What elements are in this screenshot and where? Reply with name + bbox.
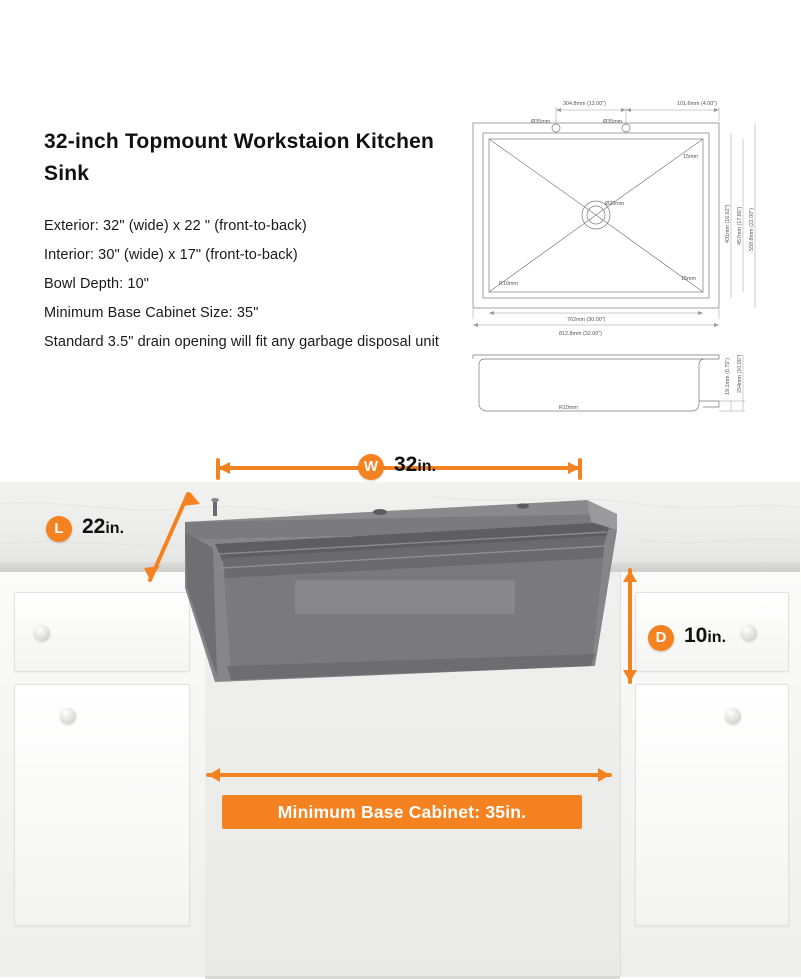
technical-drawing-side-view — [455, 345, 775, 435]
product-photo — [0, 453, 800, 977]
label-hole-dia-right: Ø35mm — [603, 119, 623, 125]
min-base-cabinet-bar — [222, 795, 582, 829]
spec-line-bowl-depth: Bowl Depth: 10" — [44, 276, 149, 292]
depth-badge: D — [648, 625, 674, 651]
width-unit: in. — [417, 458, 437, 475]
length-badge: L — [46, 516, 72, 542]
spec-list — [44, 212, 444, 357]
depth-unit: in. — [707, 629, 727, 646]
label-edge-right: 15mm — [683, 154, 698, 160]
spec-line-interior: Interior: 30" (wide) x 17" (front-to-back) — [44, 247, 298, 263]
spec-line-drain: Standard 3.5" drain opening will fit any garbage disposal unit — [44, 334, 440, 350]
length-label — [82, 515, 124, 539]
side-view-svg — [455, 345, 775, 435]
page-title: 32-inch Topmount Workstaion Kitchen Sink — [44, 130, 435, 185]
label-edge-left: 15mm — [681, 276, 696, 282]
label-inner-height: 19.1mm (0.75") — [725, 358, 731, 395]
label-interior-width: 762mm (30.00") — [567, 317, 606, 323]
spec-line-exterior: Exterior: 32" (wide) x 22 " (front-to-back) — [44, 218, 307, 234]
title-block — [44, 126, 444, 357]
label-interior-depth: 431mm (16.62") — [725, 204, 731, 243]
width-value: 32 — [394, 453, 418, 476]
label-corner-radius-left: R10mm — [499, 281, 518, 287]
label-drain-dia: Ø20mm — [605, 201, 625, 207]
label-bowl-depth: 254mm (10.00") — [737, 354, 743, 393]
min-base-cabinet-label: Minimum Base Cabinet: 35in. — [277, 802, 527, 822]
spec-line-min-cabinet: Minimum Base Cabinet Size: 35" — [44, 305, 259, 321]
label-hole-spacing-2: 101.6mm (4.00") — [677, 101, 717, 107]
label-hole-spacing-1: 304.8mm (12.00") — [563, 101, 606, 107]
label-hole-dia-left: Ø35mm — [531, 119, 551, 125]
depth-value: 10 — [684, 624, 708, 647]
label-exterior-width: 812.8mm (32.00") — [559, 331, 602, 337]
width-label — [394, 453, 436, 477]
label-side-corner-radius: R10mm — [559, 405, 578, 411]
length-unit: in. — [105, 520, 125, 537]
technical-drawing-top-view — [455, 95, 775, 340]
width-badge: W — [358, 454, 384, 480]
dimension-annotations — [0, 470, 800, 977]
label-mid-depth: 457mm (17.80") — [737, 206, 743, 245]
depth-label — [684, 624, 726, 648]
label-exterior-depth: 558.8mm (22.00") — [749, 208, 755, 251]
top-view-svg — [455, 95, 775, 340]
length-value: 22 — [82, 515, 106, 538]
